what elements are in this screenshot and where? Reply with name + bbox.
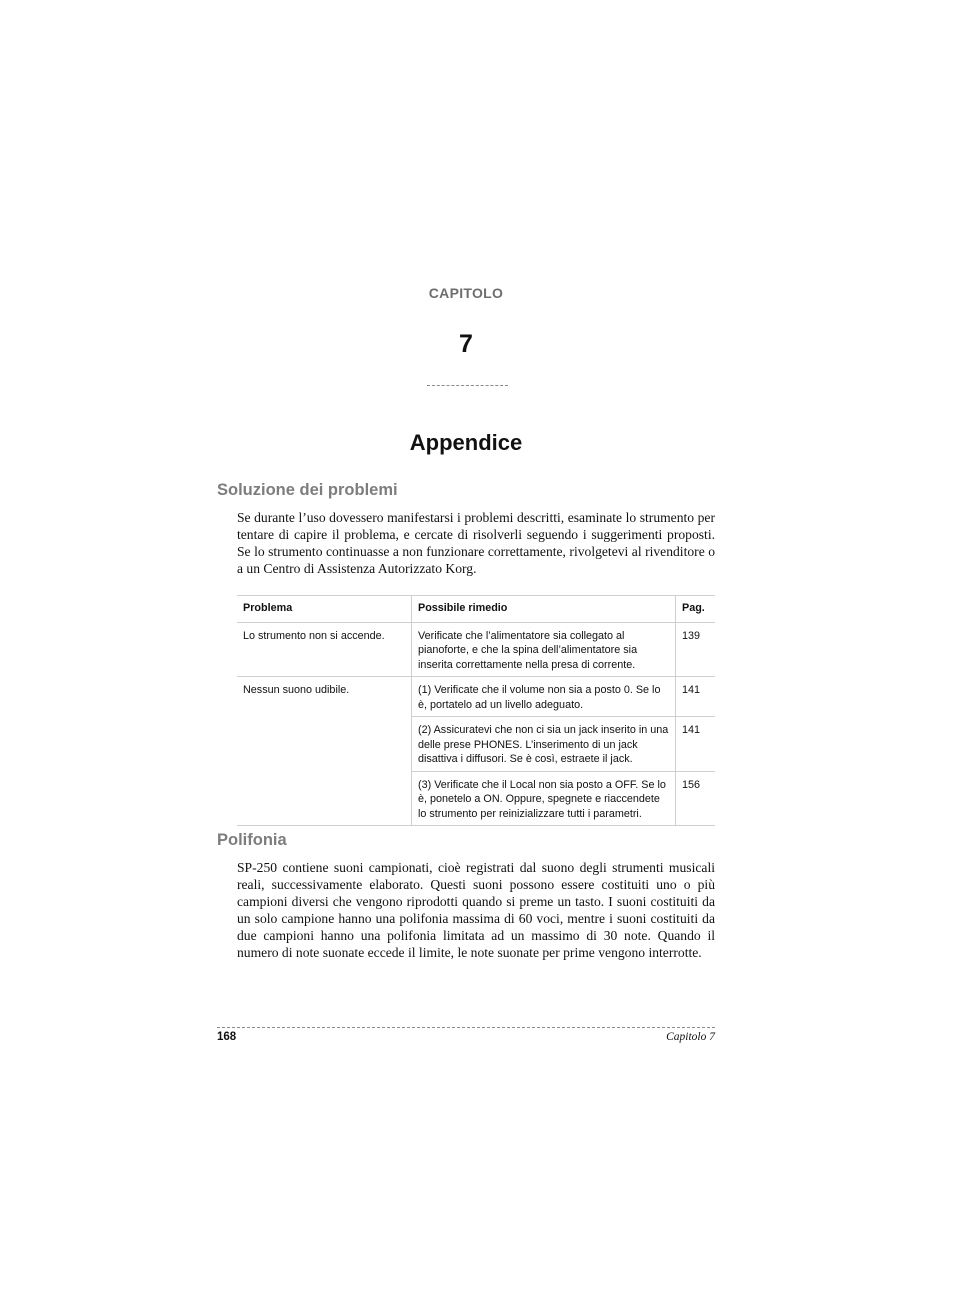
running-footer: Capitolo 7 [666, 1031, 715, 1043]
chapter-number: 7 [459, 330, 473, 358]
table-cell-remedy: Verificate che l’alimentatore sia collegato al pianoforte, e che la spina dell’alimentatore sia inserita correttamente nella presa di corrente. [412, 622, 676, 677]
footer-divider [217, 1027, 715, 1028]
table-header-row [237, 596, 715, 623]
section-heading-polyphony: Polifonia [217, 831, 287, 849]
chapter-label: CAPITOLO [428, 285, 504, 301]
table-row [237, 622, 715, 677]
page-number: 168 [217, 1031, 237, 1043]
column-header-problem: Problema [243, 602, 293, 614]
table-cell-page: 141 [676, 677, 716, 717]
troubleshooting-intro-paragraph: Se durante l’uso dovessero manifestarsi i problemi descritti, esaminate lo strumento per tentare di capire il problema, e cercate di risolverli seguendo i suggerimenti proposti. Se lo strumento continuasse a non funzionare correttamente, rivolgetevi al rivenditore o a un Centro di Assistenza Autorizzato Korg. [237, 510, 715, 577]
troubleshooting-table [237, 595, 715, 826]
table-cell-remedy: (3) Verificate che il Local non sia posto a OFF. Se lo è, ponetelo a ON. Oppure, spegnete e riaccendete lo strumento per reinizializzare tutti i parametri. [412, 771, 676, 826]
table-cell-remedy: (2) Assicuratevi che non ci sia un jack inserito in una delle prese PHONES. L’inserimento di un jack disattiva i diffusori. Se è così, estraete il jack. [412, 717, 676, 772]
section-heading-troubleshooting: Soluzione dei problemi [217, 481, 398, 499]
table-row [237, 677, 715, 717]
table-cell-problem: Nessun suono udibile. [243, 684, 350, 696]
table-cell-page: 139 [676, 622, 716, 677]
column-header-page: Pag. [676, 596, 716, 623]
table-cell-page: 141 [676, 717, 716, 772]
chapter-divider [427, 385, 508, 386]
table-cell-page: 156 [676, 771, 716, 826]
chapter-title: Appendice [409, 430, 523, 455]
column-header-remedy: Possibile rimedio [412, 596, 676, 623]
polyphony-paragraph: SP-250 contiene suoni campionati, cioè registrati dal suono degli strumenti musicali reali, successivamente elaborato. Questi suoni possono essere costituiti uno o più campioni diversi che vengono riprodotti quando si preme un tasto. I suoni costituiti da un solo campione hanno una polifonia massima di 60 voci, mentre i suoni costituiti da due campioni hanno una polifonia limitata ad un massimo di 30 note. Quando il numero di note suonate eccede il limite, le note suonate per prime vengono interrotte. [237, 860, 715, 961]
table-cell-remedy: (1) Verificate che il volume non sia a posto 0. Se lo è, portatelo ad un livello adeguato. [412, 677, 676, 717]
table-cell-problem: Lo strumento non si accende. [243, 629, 385, 642]
